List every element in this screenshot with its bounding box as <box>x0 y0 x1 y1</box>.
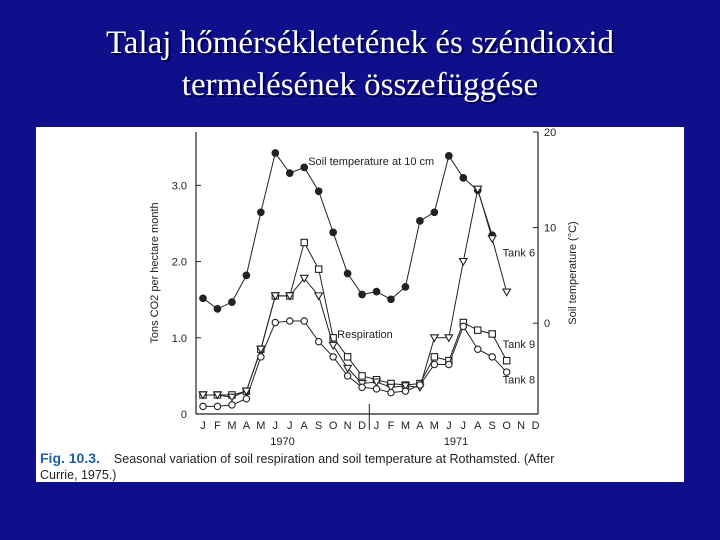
data-point-tank-8 <box>258 354 264 360</box>
figure-label: Fig. 10.3. <box>40 450 100 466</box>
data-point-soil-temperature-at-10-cm <box>460 175 467 182</box>
slide-title <box>0 22 720 106</box>
x-tick-label: J <box>460 420 467 432</box>
x-tick-label: A <box>474 420 482 432</box>
data-point-tank-8 <box>243 396 249 402</box>
data-point-soil-temperature-at-10-cm <box>286 170 293 177</box>
data-point-tank-8 <box>431 361 437 367</box>
data-point-tank-8 <box>330 354 336 360</box>
data-point-soil-temperature-at-10-cm <box>402 284 409 291</box>
year-label: 1971 <box>443 436 469 448</box>
data-point-tank-6 <box>489 331 495 337</box>
data-point-tank-6 <box>359 373 365 379</box>
data-point-tank-8 <box>475 346 481 352</box>
data-point-tank-8 <box>272 319 278 325</box>
data-point-soil-temperature-at-10-cm <box>272 150 279 157</box>
year-label: 1970 <box>270 436 295 448</box>
data-point-tank-8 <box>489 354 495 360</box>
annotation-soil-temperature: Soil temperature at 10 cm <box>308 155 435 168</box>
data-point-tank-9 <box>315 293 323 300</box>
data-point-soil-temperature-at-10-cm <box>258 209 265 216</box>
data-point-tank-8 <box>287 318 293 324</box>
data-point-tank-6 <box>431 354 437 360</box>
data-point-tank-9 <box>488 236 496 243</box>
data-point-tank-9 <box>459 259 467 266</box>
x-tick-label: M <box>429 420 439 432</box>
data-point-soil-temperature-at-10-cm <box>301 164 308 171</box>
data-point-tank-8 <box>301 318 307 324</box>
x-tick-label: F <box>387 420 395 432</box>
y-tick-label: 1.0 <box>171 332 187 345</box>
data-point-tank-6 <box>503 357 509 363</box>
annotation-tank-9: Tank 9 <box>502 338 536 351</box>
data-point-tank-8 <box>229 402 235 408</box>
data-point-soil-temperature-at-10-cm <box>214 306 221 313</box>
data-point-tank-8 <box>214 403 220 409</box>
y-tick-label: 2.0 <box>171 256 187 269</box>
slide-title-line-2: termelésének összefüggése <box>181 67 539 103</box>
data-point-soil-temperature-at-10-cm <box>446 153 453 160</box>
data-point-tank-8 <box>344 373 350 379</box>
x-tick-label: A <box>242 420 251 432</box>
data-point-soil-temperature-at-10-cm <box>344 270 351 277</box>
x-tick-label: A <box>300 420 308 432</box>
data-point-tank-8 <box>417 382 423 388</box>
x-tick-label: N <box>517 420 526 432</box>
x-tick-label: S <box>488 420 496 432</box>
data-point-tank-8 <box>460 323 466 329</box>
x-tick-label: M <box>256 420 266 432</box>
data-point-tank-8 <box>388 389 394 395</box>
chart <box>36 127 684 482</box>
data-point-tank-6 <box>344 354 350 360</box>
data-point-soil-temperature-at-10-cm <box>229 299 236 306</box>
data-point-tank-8 <box>315 338 321 344</box>
x-tick-label: D <box>531 420 540 432</box>
annotation-tank-8: Tank 8 <box>502 374 536 387</box>
y2-axis-title: Soil temperature (°C) <box>567 221 579 325</box>
y-tick-label: 3.0 <box>171 180 187 193</box>
data-point-tank-6 <box>315 266 321 272</box>
caption-line-2: Currie, 1975.) <box>40 468 117 482</box>
x-tick-label: J <box>287 420 293 432</box>
y2-tick-label: 10 <box>544 222 557 235</box>
data-point-tank-8 <box>373 386 379 392</box>
data-point-soil-temperature-at-10-cm <box>373 288 380 295</box>
data-point-tank-6 <box>301 239 307 245</box>
x-tick-label: S <box>315 420 323 432</box>
x-tick-label: M <box>227 420 237 432</box>
figure-panel <box>36 127 684 482</box>
y-axis-title: Tons CO2 per hectare month <box>149 202 161 344</box>
data-point-tank-8 <box>446 361 452 367</box>
data-point-tank-9 <box>329 342 337 349</box>
y-tick-label: 0 <box>180 409 187 421</box>
x-tick-label: F <box>214 420 221 432</box>
slide-title-line-1: Talaj hőmérsékletetének és széndioxid <box>105 25 615 61</box>
x-tick-label: A <box>416 420 424 432</box>
data-point-soil-temperature-at-10-cm <box>243 272 250 279</box>
data-point-soil-temperature-at-10-cm <box>200 295 207 302</box>
data-point-soil-temperature-at-10-cm <box>315 188 322 195</box>
data-point-tank-6 <box>475 327 481 333</box>
x-tick-label: O <box>328 420 338 432</box>
x-tick-label: J <box>446 420 452 432</box>
data-point-tank-8 <box>200 403 206 409</box>
data-point-tank-8 <box>402 388 408 394</box>
data-point-soil-temperature-at-10-cm <box>431 209 438 216</box>
x-tick-label: J <box>373 420 380 432</box>
data-point-soil-temperature-at-10-cm <box>417 218 424 225</box>
data-point-tank-9 <box>503 289 511 296</box>
annotation-tank-6: Tank 6 <box>502 247 536 260</box>
y2-tick-label: 20 <box>544 127 557 139</box>
data-point-soil-temperature-at-10-cm <box>359 291 366 298</box>
x-tick-label: O <box>502 420 511 432</box>
series-line-soil-temperature-at-10-cm <box>203 153 492 309</box>
y2-tick-label: 0 <box>544 318 551 331</box>
figure-caption <box>40 450 680 483</box>
caption-line-1: Seasonal variation of soil respiration and soil temperature at Rothamsted. (After <box>113 452 555 466</box>
x-tick-label: M <box>400 420 411 432</box>
annotation-respiration: Respiration <box>337 328 393 341</box>
x-tick-label: J <box>200 420 206 432</box>
x-tick-label: N <box>343 420 352 432</box>
data-point-soil-temperature-at-10-cm <box>330 229 337 236</box>
x-tick-label: J <box>272 420 279 432</box>
x-tick-label: D <box>358 420 367 432</box>
data-point-tank-8 <box>359 384 365 390</box>
data-point-soil-temperature-at-10-cm <box>388 296 395 303</box>
